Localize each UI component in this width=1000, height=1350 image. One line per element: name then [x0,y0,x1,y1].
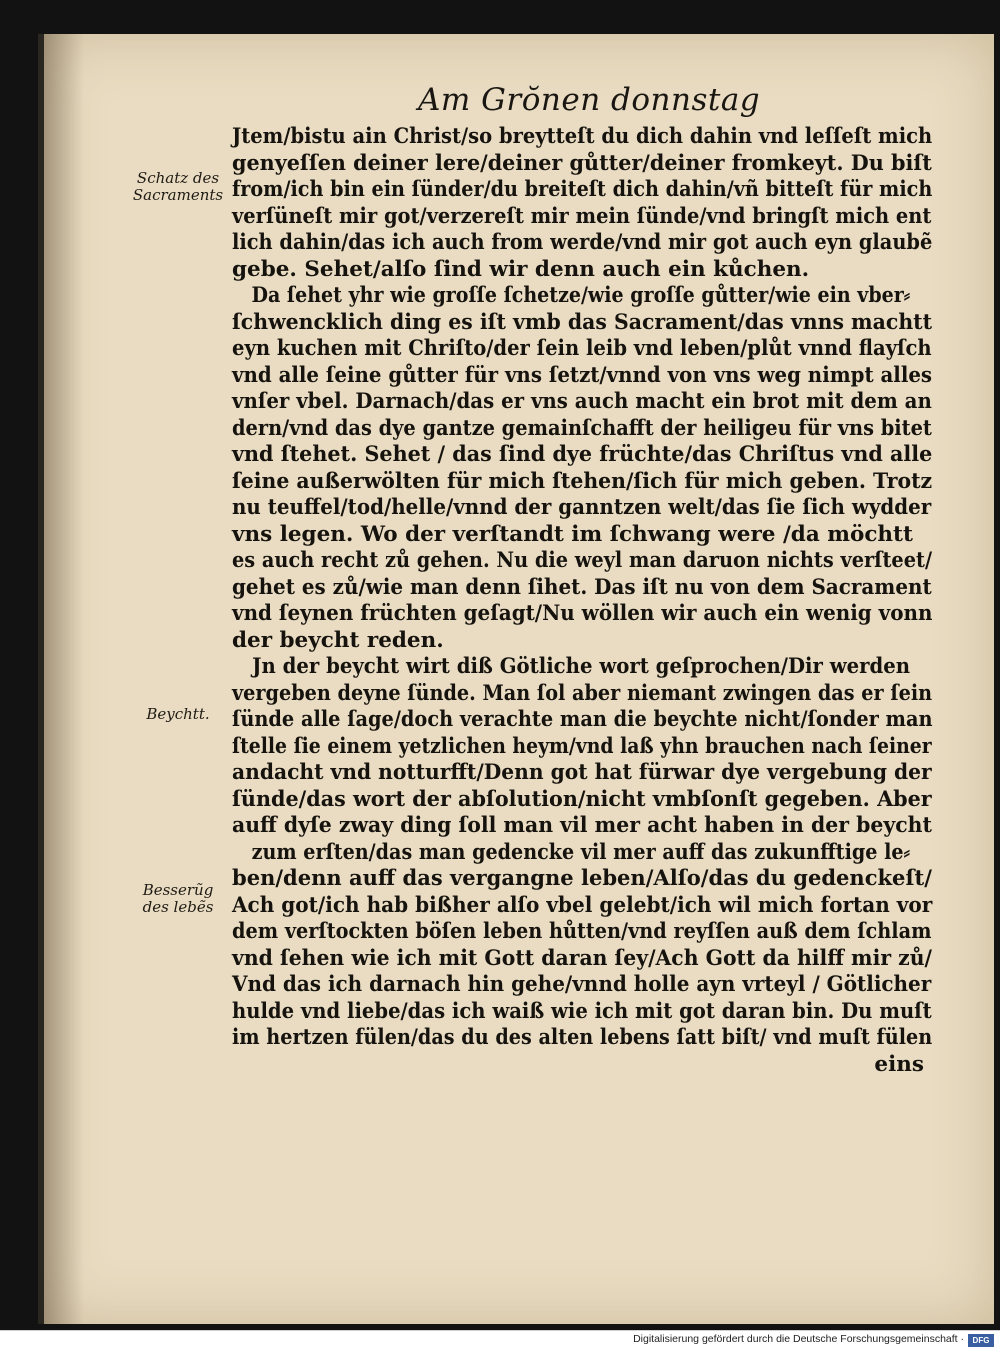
text-line: dern/vnd das dye gantze gemainſchafft der heiligeu für vns bitet [232,415,932,441]
text-line: dem verſtockten böſen leben hůtten/vnd reyſſen auß dem ſchlam [232,919,932,944]
text-line: vnd ſeynen früchten geſagt/Nu wöllen wir auch ein wenig vonn [232,601,933,626]
margin-note-beycht: Beychtt. [146,705,210,723]
text-line: im hertzen fülen/das du des alten lebens ſatt biſt/ vnd muſt fülen [232,1025,933,1050]
text-line: Vnd das ich darnach hin gehe/vnnd holle ayn vrteyl / Götlicher [232,972,932,997]
text-line: lich dahin/das ich auch from werde/vnd mir got auch eyn glaubẽ [232,230,933,255]
text-line: ſeine außerwölten für mich ſtehen/ſich für mich geben. Trotz [232,468,933,494]
main-text-block [232,124,932,1078]
text-line: vergeben deyne ſünde. Man ſol aber niemant zwingen das er ſein [232,680,933,706]
text-line: vns legen. Wo der verſtandt im ſchwang were /da möchtt [232,521,913,547]
running-head: Am Grŏnen donnstag [418,82,761,118]
text-line: auff dyſe zway ding ſoll man vil mer acht haben in der beycht [232,813,932,838]
text-line: gebe. Sehet/alſo ſind wir denn auch ein kůchen. [232,256,810,282]
text-line: hulde vnd liebe/das ich waiß wie ich mit got daran bin. Du muſt [232,998,932,1024]
text-line: vnſer vbel. Darnach/das er vns auch macht ein brot mit dem an [232,389,932,414]
text-line: nu teuffel/tod/helle/vnnd der ganntzen welt/das ſie ſich wydder [232,495,932,520]
text-line: andacht vnd notturfft/Denn got hat fürwar dye vergebung der [232,760,932,785]
text-line: der beycht reden. [232,627,444,653]
footer-bar [0,1330,1000,1350]
text-line: vnd alle ſeine gůtter für vns ſetzt/vnnd von vns weg nimpt alles [232,362,933,388]
text-line: ſtelle ſie einem yetzlichen heym/vnd laß yhn brauchen nach ſeiner [232,733,932,759]
text-line: es auch recht zů gehen. Nu die weyl man daruon nichts verſteet/ [232,548,932,573]
text-line: from/ich bin ein ſünder/du breiteſt dich dahin/vñ bitteſt für mich [232,177,933,202]
footer-credit: Digitalisierung gefördert durch die Deutsche Forschungsgemeinschaft · [633,1333,964,1345]
text-line: eyn kuchen mit Chriſto/der ſein leib vnd leben/plůt vnnd flayſch [232,336,932,361]
text-line: Jtem/bistu ain Christ/so breytteſt du dich dahin vnd leſſeſt mich [232,124,933,149]
spine-shadow [44,34,84,1324]
text-line: gehet es zů/wie man denn ſihet. Das iſt nu von dem Sacrament [232,574,932,600]
text-line: Da ſehet yhr wie groſſe ſchetze/wie groſſe gůtter/wie ein vber⸗ [251,283,911,308]
text-line: verſüneſt mir got/verzereſt mir mein ſünde/vnd bringſt mich ent [232,203,932,229]
text-line: ſünde/das wort der abſolution/nicht vmbſonſt gegeben. Aber [232,786,932,812]
text-line: genyeſſen deiner lere/deiner gůtter/deiner fromkeyt. Du biſt [232,150,932,176]
text-line: Jn der beycht wirt diß Götliche wort geſprochen/Dir werden [252,654,911,679]
text-line: vnd ſtehet. Sehet / das ſind dye früchte/das Chriſtus vnd alle [232,442,933,467]
text-line: Ach got/ich hab bißher alſo vbel gelebt/ich wil mich fortan vor [232,892,933,918]
catchword: eins [874,1051,924,1077]
dfg-logo-icon: DFG [968,1334,994,1347]
text-line: ſchwencklich ding es iſt vmb das Sacrament/das vnns machtt [232,309,933,335]
text-line: ben/denn auff das vergangne leben/Alſo/das du gedenckeſt/ [232,866,932,891]
text-line: zum erſten/das man gedencke vil mer auff das zukunfftige le⸗ [251,839,910,865]
margin-note-schatz: Schatz des Sacraments [132,169,224,204]
margin-note-besserung: Besserũg des lebẽs [142,881,214,916]
text-line: ſünde alle ſage/doch verachte man die beychte nicht/ſonder man [232,707,933,732]
text-line: vnd ſehen wie ich mit Gott daran ſey/Ach Gott da hilff mir zů/ [232,945,932,971]
